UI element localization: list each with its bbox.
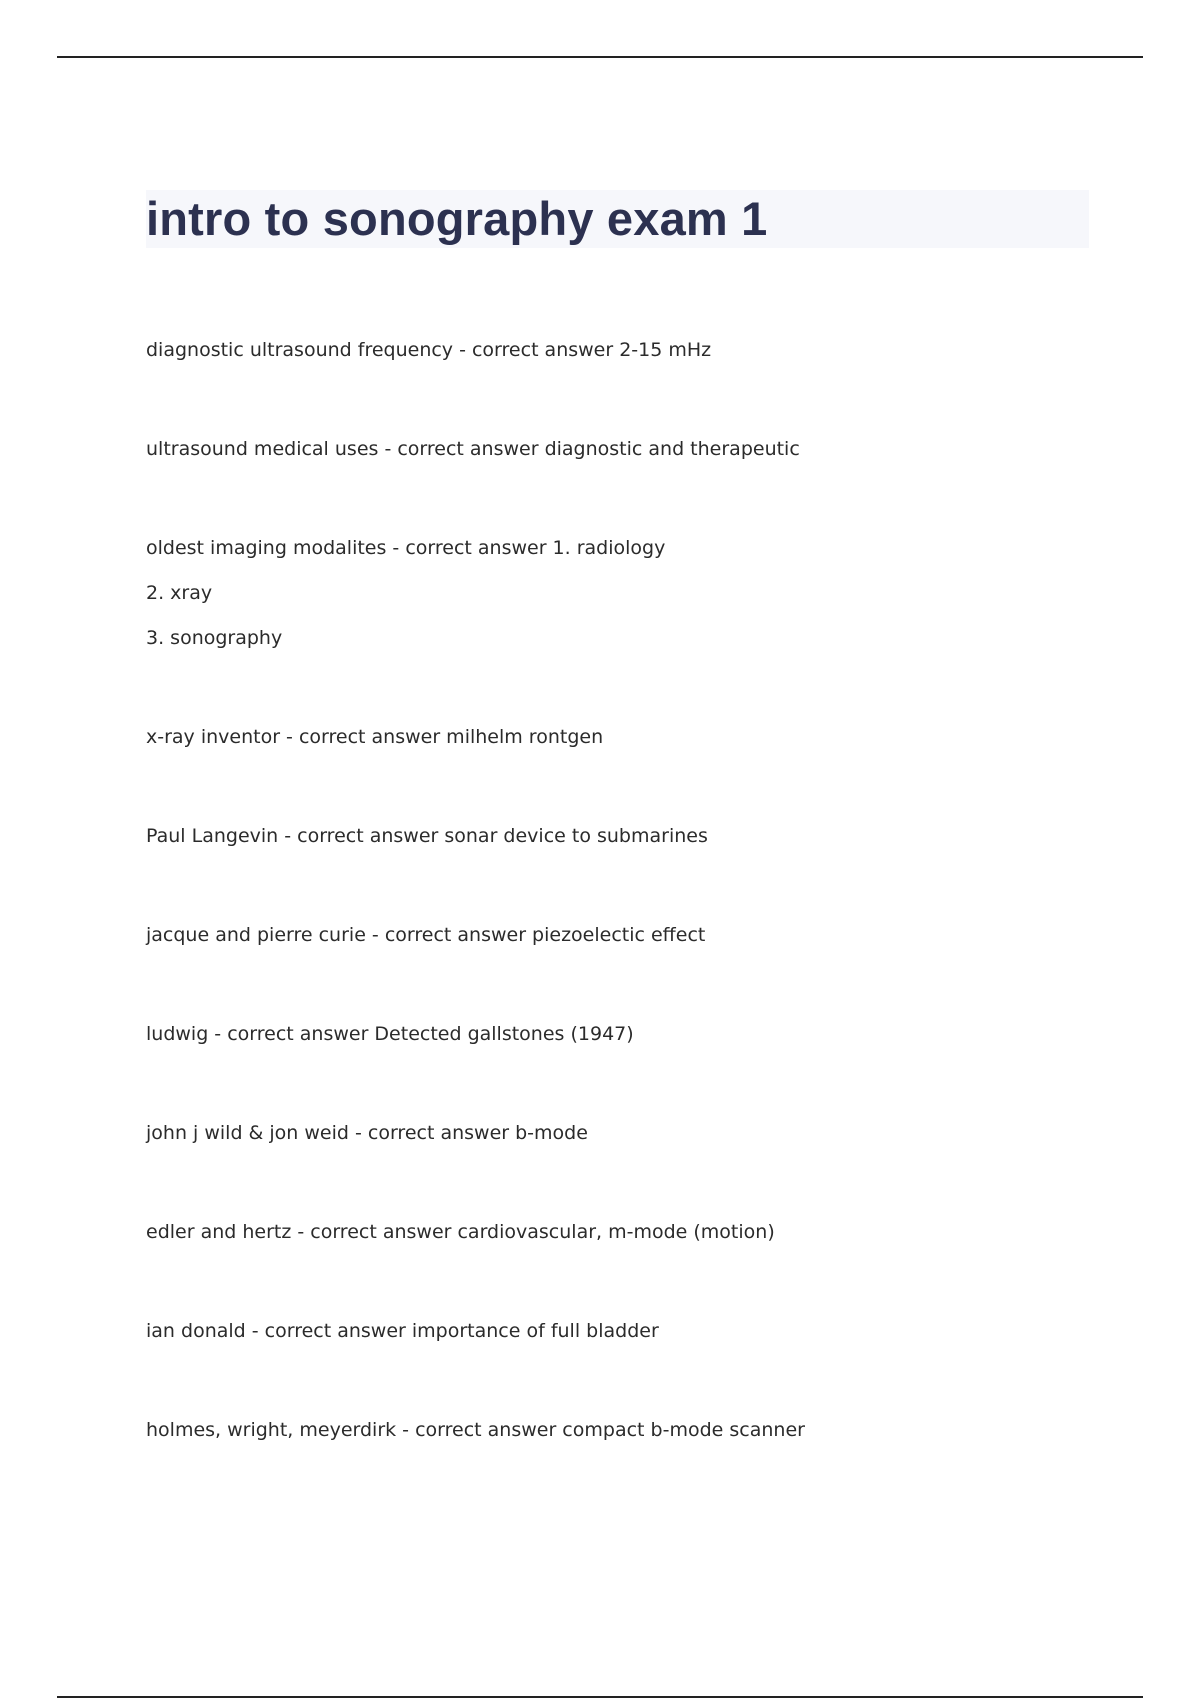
list-item [146, 1119, 1096, 1147]
footer-divider [57, 1696, 1143, 1698]
qa-text: Paul Langevin - correct answer sonar device to submarines [146, 825, 708, 847]
qa-text: holmes, wright, meyerdirk - correct answer compact b-mode scanner [146, 1419, 805, 1441]
list-item [146, 435, 1096, 463]
list-item [146, 1020, 1096, 1048]
list-item [146, 1317, 1096, 1345]
document-title: intro to sonography exam 1 [146, 192, 768, 245]
list-item [146, 1416, 1096, 1444]
list-item [146, 921, 1096, 949]
question-answer-list [146, 336, 1096, 1515]
qa-text: edler and hertz - correct answer cardiovascular, m-mode (motion) [146, 1221, 775, 1243]
qa-text: jacque and pierre curie - correct answer piezoelectic effect [146, 924, 706, 946]
qa-text: diagnostic ultrasound frequency - correct answer 2-15 mHz [146, 339, 712, 361]
list-item [146, 534, 1096, 652]
list-item [146, 822, 1096, 850]
list-item [146, 336, 1096, 364]
qa-text: john j wild & jon weid - correct answer b-mode [146, 1122, 588, 1144]
qa-text: x-ray inventor - correct answer milhelm rontgen [146, 726, 604, 748]
qa-text: 2. xray [146, 582, 213, 604]
list-item [146, 723, 1096, 751]
qa-text: ultrasound medical uses - correct answer diagnostic and therapeutic [146, 438, 800, 460]
qa-text: ian donald - correct answer importance of full bladder [146, 1320, 659, 1342]
header-divider [57, 56, 1143, 58]
qa-text: oldest imaging modalites - correct answer 1. radiology [146, 537, 666, 559]
qa-text: ludwig - correct answer Detected gallstones (1947) [146, 1023, 634, 1045]
list-item [146, 1218, 1096, 1246]
qa-text: 3. sonography [146, 627, 283, 649]
